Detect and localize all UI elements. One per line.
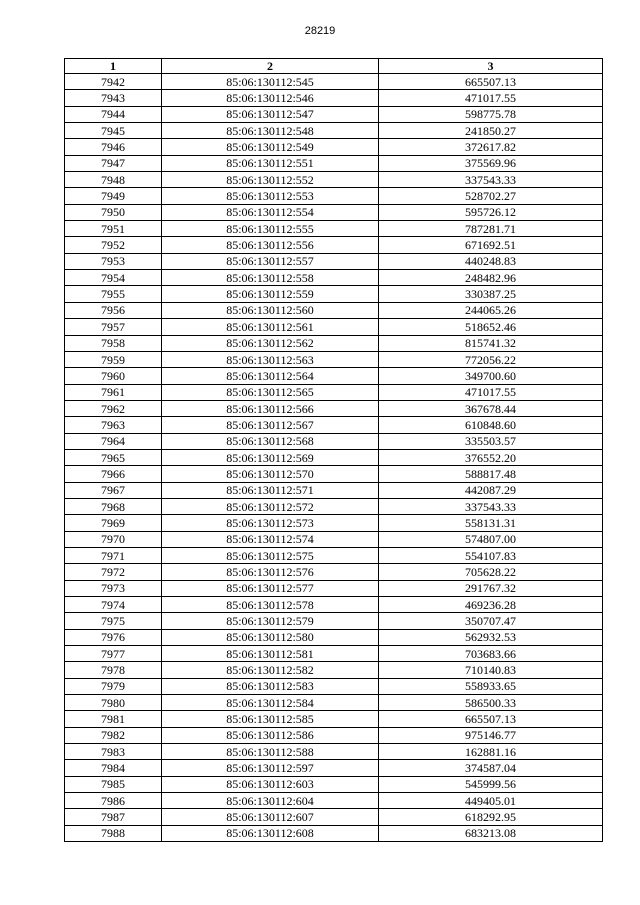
table-cell-col-3: 469236.28: [379, 597, 603, 613]
table-cell-col-3: 683213.08: [379, 825, 603, 841]
table-cell-col-2: 85:06:130112:558: [162, 270, 379, 286]
table-cell-col-1: 7975: [65, 613, 162, 629]
table-cell-col-1: 7967: [65, 482, 162, 498]
table-cell-col-1: 7977: [65, 646, 162, 662]
table-cell-col-2: 85:06:130112:555: [162, 221, 379, 237]
table-cell-col-1: 7942: [65, 74, 162, 90]
data-table: [64, 58, 603, 842]
table-cell-col-3: 442087.29: [379, 482, 603, 498]
table-cell-col-3: 471017.55: [379, 384, 603, 400]
table-cell-col-3: 374587.04: [379, 760, 603, 776]
table-cell-col-1: 7950: [65, 204, 162, 220]
table-cell-col-2: 85:06:130112:546: [162, 90, 379, 106]
table-cell-col-2: 85:06:130112:548: [162, 123, 379, 139]
table-cell-col-3: 375569.96: [379, 155, 603, 171]
table-row: [65, 351, 603, 367]
table-cell-col-3: 545999.56: [379, 776, 603, 792]
table-cell-col-3: 367678.44: [379, 400, 603, 416]
table-cell-col-3: 449405.01: [379, 793, 603, 809]
table-cell-col-1: 7954: [65, 270, 162, 286]
table-cell-col-2: 85:06:130112:577: [162, 580, 379, 596]
table-cell-col-2: 85:06:130112:545: [162, 74, 379, 90]
table-cell-col-2: 85:06:130112:560: [162, 302, 379, 318]
table-cell-col-1: 7982: [65, 727, 162, 743]
table-cell-col-1: 7956: [65, 302, 162, 318]
table-cell-col-3: 586500.33: [379, 695, 603, 711]
table-row: [65, 564, 603, 580]
table-row: [65, 678, 603, 694]
table-cell-col-1: 7947: [65, 155, 162, 171]
table-cell-col-1: 7981: [65, 711, 162, 727]
table-cell-col-1: 7948: [65, 172, 162, 188]
table-row: [65, 711, 603, 727]
table-cell-col-1: 7986: [65, 793, 162, 809]
table-cell-col-3: 574807.00: [379, 531, 603, 547]
table-cell-col-1: 7961: [65, 384, 162, 400]
table-cell-col-3: 291767.32: [379, 580, 603, 596]
table-cell-col-3: 376552.20: [379, 449, 603, 465]
table-cell-col-1: 7973: [65, 580, 162, 596]
table-cell-col-3: 975146.77: [379, 727, 603, 743]
table-cell-col-3: 665507.13: [379, 711, 603, 727]
table-cell-col-1: 7953: [65, 253, 162, 269]
table-cell-col-3: 671692.51: [379, 237, 603, 253]
table-cell-col-1: 7951: [65, 221, 162, 237]
table-cell-col-2: 85:06:130112:575: [162, 547, 379, 563]
table-cell-col-2: 85:06:130112:563: [162, 351, 379, 367]
table-cell-col-2: 85:06:130112:553: [162, 188, 379, 204]
table-cell-col-1: 7960: [65, 368, 162, 384]
table-cell-col-3: 703683.66: [379, 646, 603, 662]
table-row: [65, 417, 603, 433]
table-cell-col-3: 665507.13: [379, 74, 603, 90]
table-cell-col-1: 7978: [65, 662, 162, 678]
table-cell-col-1: 7955: [65, 286, 162, 302]
table-cell-col-2: 85:06:130112:551: [162, 155, 379, 171]
table-cell-col-2: 85:06:130112:584: [162, 695, 379, 711]
table-cell-col-2: 85:06:130112:576: [162, 564, 379, 580]
table-row: [65, 662, 603, 678]
table-cell-col-1: 7964: [65, 433, 162, 449]
table-cell-col-3: 588817.48: [379, 466, 603, 482]
table-cell-col-2: 85:06:130112:588: [162, 744, 379, 760]
table-cell-col-1: 7963: [65, 417, 162, 433]
table-cell-col-2: 85:06:130112:583: [162, 678, 379, 694]
table-row: [65, 793, 603, 809]
table-cell-col-1: 7988: [65, 825, 162, 841]
table-row: [65, 580, 603, 596]
table-cell-col-3: 705628.22: [379, 564, 603, 580]
table-cell-col-3: 787281.71: [379, 221, 603, 237]
table-cell-col-1: 7968: [65, 498, 162, 514]
table-cell-col-3: 528702.27: [379, 188, 603, 204]
table-row: [65, 384, 603, 400]
table-row: [65, 123, 603, 139]
table-cell-col-2: 85:06:130112:572: [162, 498, 379, 514]
table-cell-col-3: 558131.31: [379, 515, 603, 531]
table-row: [65, 221, 603, 237]
column-header-3: 3: [379, 59, 603, 74]
table-row: [65, 809, 603, 825]
table-cell-col-3: 335503.57: [379, 433, 603, 449]
table-cell-col-2: 85:06:130112:557: [162, 253, 379, 269]
table-cell-col-3: 772056.22: [379, 351, 603, 367]
table-header: [65, 59, 603, 74]
table-cell-col-2: 85:06:130112:562: [162, 335, 379, 351]
table-cell-col-1: 7957: [65, 319, 162, 335]
table-cell-col-1: 7962: [65, 400, 162, 416]
table-cell-col-1: 7943: [65, 90, 162, 106]
table-cell-col-1: 7979: [65, 678, 162, 694]
table-cell-col-2: 85:06:130112:556: [162, 237, 379, 253]
table-cell-col-2: 85:06:130112:604: [162, 793, 379, 809]
table-cell-col-1: 7984: [65, 760, 162, 776]
table-cell-col-2: 85:06:130112:561: [162, 319, 379, 335]
table-cell-col-2: 85:06:130112:566: [162, 400, 379, 416]
table-cell-col-1: 7974: [65, 597, 162, 613]
table-cell-col-3: 349700.60: [379, 368, 603, 384]
table-row: [65, 515, 603, 531]
table-row: [65, 400, 603, 416]
table-cell-col-2: 85:06:130112:586: [162, 727, 379, 743]
table-row: [65, 498, 603, 514]
table-row: [65, 106, 603, 122]
table-cell-col-2: 85:06:130112:552: [162, 172, 379, 188]
table-row: [65, 727, 603, 743]
table-cell-col-2: 85:06:130112:568: [162, 433, 379, 449]
table-row: [65, 613, 603, 629]
table-cell-col-1: 7983: [65, 744, 162, 760]
table-cell-col-1: 7952: [65, 237, 162, 253]
table-cell-col-2: 85:06:130112:574: [162, 531, 379, 547]
table-body: [65, 74, 603, 842]
table-cell-col-3: 471017.55: [379, 90, 603, 106]
table-cell-col-3: 248482.96: [379, 270, 603, 286]
header-row: [65, 59, 603, 74]
table-cell-col-2: 85:06:130112:581: [162, 646, 379, 662]
table-row: [65, 74, 603, 90]
table-cell-col-1: 7945: [65, 123, 162, 139]
table-row: [65, 90, 603, 106]
table-cell-col-1: 7959: [65, 351, 162, 367]
table-cell-col-1: 7946: [65, 139, 162, 155]
table-row: [65, 155, 603, 171]
table-row: [65, 695, 603, 711]
table-cell-col-2: 85:06:130112:603: [162, 776, 379, 792]
table-cell-col-2: 85:06:130112:573: [162, 515, 379, 531]
table-cell-col-3: 595726.12: [379, 204, 603, 220]
table-cell-col-3: 554107.83: [379, 547, 603, 563]
table-cell-col-1: 7987: [65, 809, 162, 825]
table-cell-col-3: 337543.33: [379, 498, 603, 514]
table-cell-col-1: 7944: [65, 106, 162, 122]
table-row: [65, 760, 603, 776]
table-row: [65, 335, 603, 351]
table-cell-col-3: 518652.46: [379, 319, 603, 335]
table-row: [65, 368, 603, 384]
table-cell-col-1: 7972: [65, 564, 162, 580]
table-cell-col-3: 598775.78: [379, 106, 603, 122]
table-cell-col-2: 85:06:130112:597: [162, 760, 379, 776]
table-cell-col-3: 618292.95: [379, 809, 603, 825]
table-row: [65, 744, 603, 760]
table-cell-col-3: 558933.65: [379, 678, 603, 694]
table-cell-col-3: 337543.33: [379, 172, 603, 188]
table-row: [65, 482, 603, 498]
table-row: [65, 188, 603, 204]
table-cell-col-2: 85:06:130112:559: [162, 286, 379, 302]
table-cell-col-2: 85:06:130112:564: [162, 368, 379, 384]
table-cell-col-2: 85:06:130112:607: [162, 809, 379, 825]
table-cell-col-2: 85:06:130112:585: [162, 711, 379, 727]
table-row: [65, 286, 603, 302]
table-cell-col-1: 7980: [65, 695, 162, 711]
table-cell-col-3: 244065.26: [379, 302, 603, 318]
table-row: [65, 825, 603, 841]
table-cell-col-2: 85:06:130112:608: [162, 825, 379, 841]
table-cell-col-1: 7966: [65, 466, 162, 482]
table-row: [65, 253, 603, 269]
table-cell-col-2: 85:06:130112:582: [162, 662, 379, 678]
table-cell-col-2: 85:06:130112:578: [162, 597, 379, 613]
table-row: [65, 319, 603, 335]
table-cell-col-3: 162881.16: [379, 744, 603, 760]
table-cell-col-3: 241850.27: [379, 123, 603, 139]
table-cell-col-2: 85:06:130112:549: [162, 139, 379, 155]
table-cell-col-1: 7976: [65, 629, 162, 645]
table-row: [65, 466, 603, 482]
table-cell-col-1: 7971: [65, 547, 162, 563]
page-number: 28219: [304, 25, 336, 37]
table-cell-col-2: 85:06:130112:580: [162, 629, 379, 645]
table-row: [65, 646, 603, 662]
table-row: [65, 204, 603, 220]
table-cell-col-3: 440248.83: [379, 253, 603, 269]
table-cell-col-2: 85:06:130112:554: [162, 204, 379, 220]
table-cell-col-1: 7970: [65, 531, 162, 547]
table-row: [65, 302, 603, 318]
table-cell-col-2: 85:06:130112:570: [162, 466, 379, 482]
table-cell-col-2: 85:06:130112:567: [162, 417, 379, 433]
column-header-1: 1: [65, 59, 162, 74]
table-row: [65, 597, 603, 613]
table-cell-col-2: 85:06:130112:565: [162, 384, 379, 400]
table-cell-col-3: 710140.83: [379, 662, 603, 678]
table-cell-col-3: 610848.60: [379, 417, 603, 433]
column-header-2: 2: [162, 59, 379, 74]
table-cell-col-3: 562932.53: [379, 629, 603, 645]
table-cell-col-2: 85:06:130112:571: [162, 482, 379, 498]
table-cell-col-3: 815741.32: [379, 335, 603, 351]
table-row: [65, 547, 603, 563]
table-cell-col-3: 372617.82: [379, 139, 603, 155]
table-row: [65, 270, 603, 286]
table-cell-col-1: 7958: [65, 335, 162, 351]
table-row: [65, 531, 603, 547]
table-cell-col-2: 85:06:130112:547: [162, 106, 379, 122]
table-cell-col-2: 85:06:130112:579: [162, 613, 379, 629]
table-row: [65, 172, 603, 188]
table-cell-col-1: 7965: [65, 449, 162, 465]
table-cell-col-3: 330387.25: [379, 286, 603, 302]
table-row: [65, 139, 603, 155]
table-cell-col-2: 85:06:130112:569: [162, 449, 379, 465]
table-row: [65, 433, 603, 449]
table-cell-col-1: 7969: [65, 515, 162, 531]
table-row: [65, 629, 603, 645]
table-row: [65, 449, 603, 465]
table-cell-col-3: 350707.47: [379, 613, 603, 629]
table-cell-col-1: 7985: [65, 776, 162, 792]
table-cell-col-1: 7949: [65, 188, 162, 204]
table-row: [65, 776, 603, 792]
table-row: [65, 237, 603, 253]
